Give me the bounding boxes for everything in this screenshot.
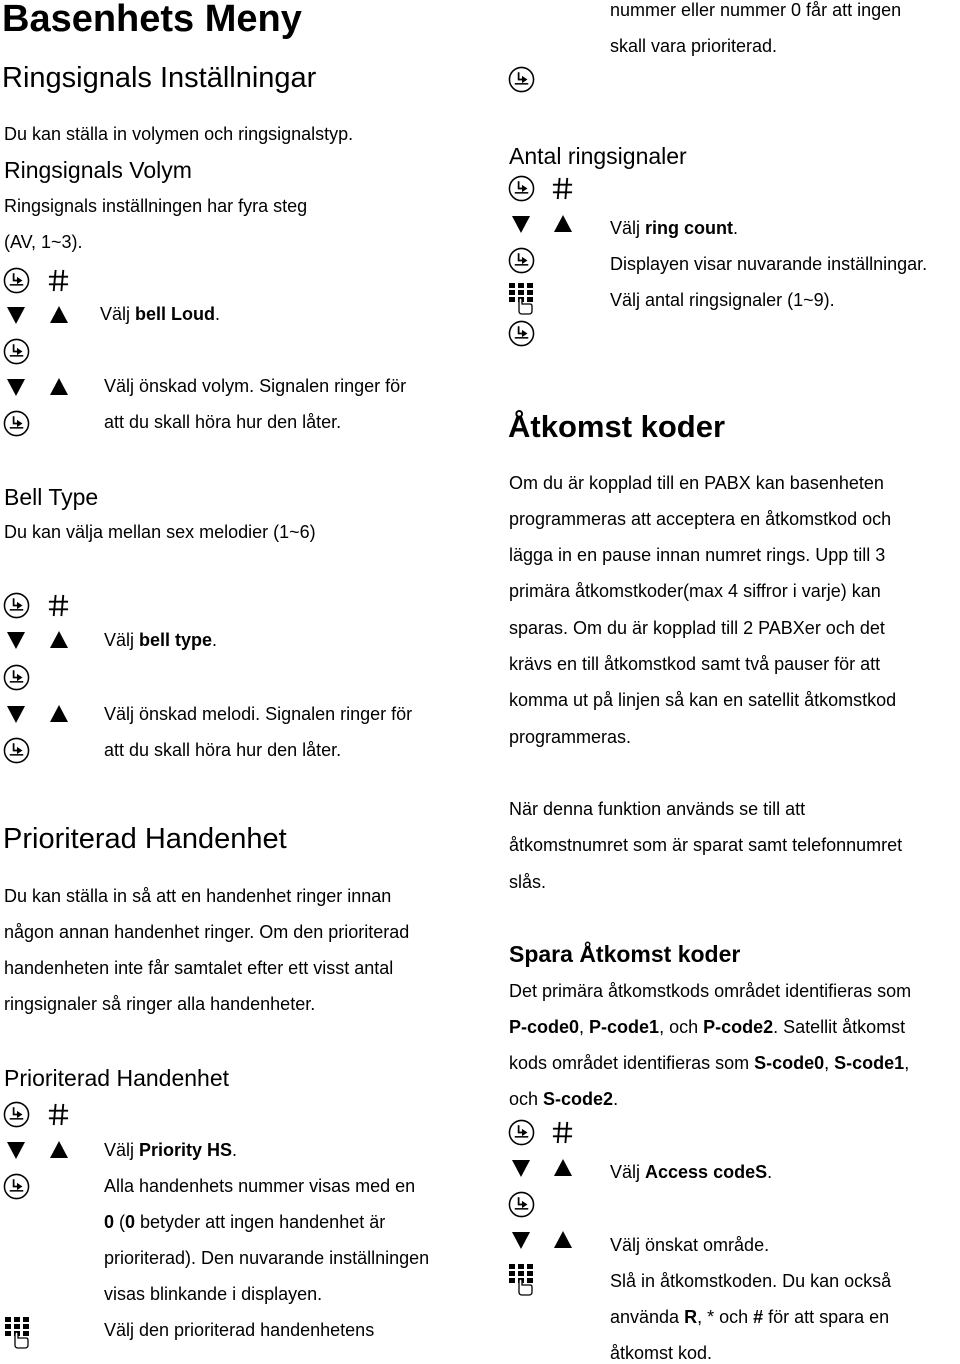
priority-desc-line4: ringsignaler så ringer alla handenheter.	[4, 994, 316, 1014]
save-step-enter-line3: åtkomst kod.	[610, 1343, 713, 1363]
save-step-enter-line1: Slå in åtkomstkoden. Du kan också	[610, 1271, 892, 1291]
keypad-icon	[3, 1315, 31, 1349]
select-key-icon	[508, 1191, 535, 1218]
volume-step-choose-line1: Välj önskad volym. Signalen ringer för	[104, 376, 407, 396]
subsection-title-volume: Ringsignals Volym	[4, 157, 192, 183]
access-desc-line1: Om du är kopplad till en PABX kan basenheten	[509, 473, 884, 493]
select-key-icon	[3, 267, 30, 294]
priority-step-choose-line2: nummer eller nummer 0 får att ingen	[610, 0, 902, 20]
down-arrow-icon	[4, 1138, 28, 1162]
priority-step-select: Välj Priority HS.	[104, 1140, 238, 1160]
select-key-icon	[3, 664, 30, 691]
up-arrow-icon	[47, 375, 71, 399]
subsection-title-ring-count: Antal ringsignaler	[509, 143, 687, 169]
up-arrow-icon	[47, 628, 71, 652]
subsection-title-bell-type: Bell Type	[4, 484, 99, 510]
access-desc-line5: sparas. Om du är kopplad till 2 PABXer och det	[509, 618, 885, 638]
priority-step-choose-line1: Välj den prioriterad handenhetens	[104, 1320, 375, 1340]
up-arrow-icon	[47, 702, 71, 726]
subsection-title-priority: Prioriterad Handenhet	[4, 1065, 230, 1091]
down-arrow-icon	[4, 628, 28, 652]
save-step-enter-line2: använda R, * och # för att spara en	[610, 1307, 890, 1327]
down-arrow-icon	[509, 1228, 533, 1252]
access-desc-line7: komma ut på linjen så kan en satellit åtkomstkod	[509, 690, 897, 710]
priority-desc-line1: Du kan ställa in så att en handenhet ringer innan	[4, 886, 392, 906]
keypad-icon	[507, 281, 535, 315]
access-note-line3: slås.	[509, 872, 547, 892]
bell-type-step-choose-line1: Välj önskad melodi. Signalen ringer för	[104, 704, 413, 724]
section-title-access-codes: Åtkomst koder	[508, 409, 726, 444]
section-intro: Du kan ställa in volymen och ringsignalstyp.	[4, 124, 354, 144]
section-title-ringsignals: Ringsignals Inställningar	[2, 62, 317, 94]
access-note-line2: åtkomstnumret som är sparat samt telefonnumret	[509, 835, 903, 855]
up-arrow-icon	[551, 1228, 575, 1252]
save-step-select: Välj Access codeS.	[610, 1162, 773, 1182]
access-desc-line2: programmeras att acceptera en åtkomstkod och	[509, 509, 892, 529]
subsection-title-save-access: Spara Åtkomst koder	[509, 941, 741, 967]
select-key-icon	[3, 410, 30, 437]
access-desc-line4: primära åtkomstkoder(max 4 siffror i varje) kan	[509, 581, 881, 601]
save-desc-line4: och S-code2.	[509, 1089, 619, 1109]
access-desc-line3: lägga in en pause innan numret rings. Upp till 3	[509, 545, 886, 565]
access-note-line1: När denna funktion används se till att	[509, 799, 806, 819]
access-desc-line8: programmeras.	[509, 727, 632, 747]
volume-step-choose-line2: att du skall höra hur den låter.	[104, 412, 342, 432]
ring-count-step-enter: Välj antal ringsignaler (1~9).	[610, 290, 835, 310]
down-arrow-icon	[4, 303, 28, 327]
section-title-priority: Prioriterad Handenhet	[3, 823, 287, 855]
save-desc-line2: P-code0, P-code1, och P-code2. Satellit åtkomst	[509, 1017, 906, 1037]
priority-step-info-line1: Alla handenhets nummer visas med en	[104, 1176, 416, 1196]
bell-type-step-select: Välj bell type.	[104, 630, 218, 650]
select-key-icon	[3, 1101, 30, 1128]
up-arrow-icon	[551, 212, 575, 236]
priority-step-info-line4: visas blinkande i displayen.	[104, 1284, 323, 1304]
select-key-icon	[3, 592, 30, 619]
select-key-icon	[508, 1119, 535, 1146]
up-arrow-icon	[551, 1156, 575, 1180]
priority-step-choose-line3: skall vara prioriterad.	[610, 36, 778, 56]
up-arrow-icon	[47, 1138, 71, 1162]
volume-desc-line1: Ringsignals inställningen har fyra steg	[4, 196, 308, 216]
down-arrow-icon	[4, 375, 28, 399]
priority-step-info-line2: 0 (0 betyder att ingen handenhet är	[104, 1212, 386, 1232]
down-arrow-icon	[4, 702, 28, 726]
bell-type-desc: Du kan välja mellan sex melodier (1~6)	[4, 522, 316, 542]
save-desc-line3: kods området identifieras som S-code0, S-code1,	[509, 1053, 910, 1073]
ring-count-step-select: Välj ring count.	[610, 218, 739, 238]
hash-key-icon	[47, 268, 70, 293]
save-desc-line1: Det primära åtkomstkods området identifieras som	[509, 981, 912, 1001]
up-arrow-icon	[47, 303, 71, 327]
volume-step-select: Välj bell Loud.	[100, 304, 221, 324]
priority-desc-line2: någon annan handenhet ringer. Om den prioriterad	[4, 922, 410, 942]
select-key-icon	[3, 1173, 30, 1200]
priority-step-info-line3: prioriterad). Den nuvarande inställningen	[104, 1248, 430, 1268]
bell-type-step-choose-line2: att du skall höra hur den låter.	[104, 740, 342, 760]
priority-desc-line3: handenheten inte får samtalet efter ett visst antal	[4, 958, 394, 978]
save-step-area: Välj önskat område.	[610, 1235, 770, 1255]
volume-desc-line2: (AV, 1~3).	[4, 232, 83, 252]
down-arrow-icon	[509, 1156, 533, 1180]
hash-key-icon	[551, 176, 574, 201]
select-key-icon	[508, 66, 535, 93]
select-key-icon	[508, 175, 535, 202]
hash-key-icon	[47, 1102, 70, 1127]
access-desc-line6: krävs en till åtkomstkod samt två pauser för att	[509, 654, 881, 674]
keypad-icon	[507, 1262, 535, 1296]
page-title: Basenhets Meny	[2, 0, 302, 40]
select-key-icon	[508, 247, 535, 274]
ring-count-step-display: Displayen visar nuvarande inställningar.	[610, 254, 928, 274]
hash-key-icon	[551, 1120, 574, 1145]
select-key-icon	[3, 737, 30, 764]
down-arrow-icon	[509, 212, 533, 236]
select-key-icon	[3, 338, 30, 365]
select-key-icon	[508, 320, 535, 347]
hash-key-icon	[47, 593, 70, 618]
